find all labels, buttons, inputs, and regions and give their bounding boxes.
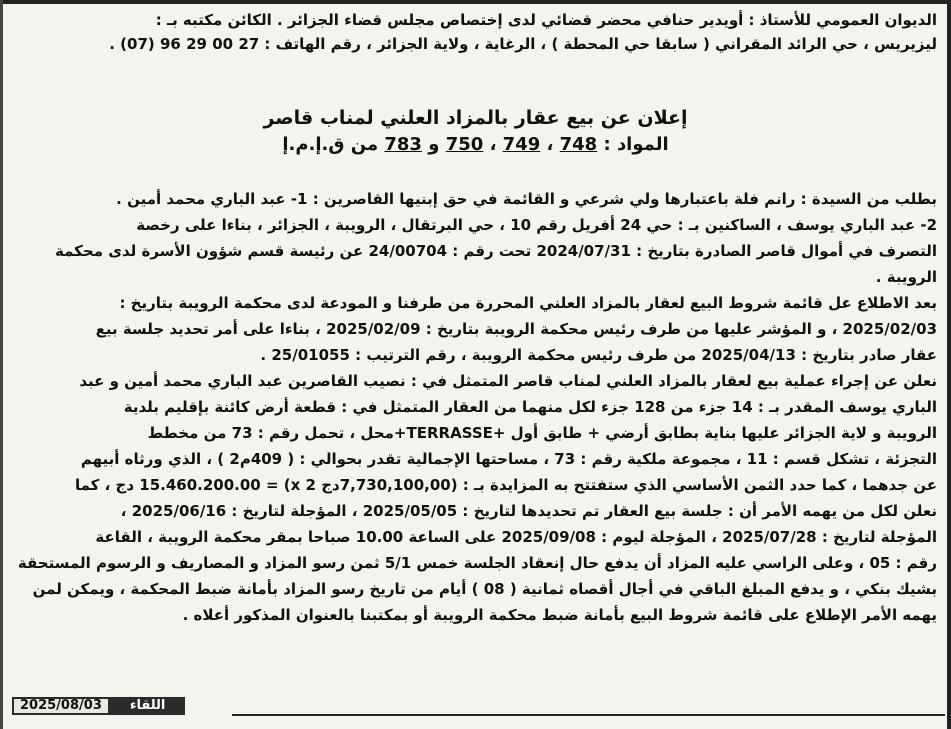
body-line: التصرف في أموال قاصر الصادرة بتاريخ : 2024/07/31 تحت رقم : 24/00704 عن رئيسة قسم شؤون الأسرة لدى محكمة — [55, 242, 937, 260]
bottom-rule — [232, 714, 945, 716]
article-number: 750 — [445, 134, 484, 155]
body-line: رقم : 05 ، وعلى الراسي عليه المزاد أن يدفع حال إنعقاد الجلسة خمس 5/1 ثمن رسو المزاد و المصاريف و الرسوم المستحقة — [17, 554, 937, 572]
announcement-body — [14, 186, 937, 628]
body-line: التجزئة ، تشكل قسم : 11 ، مجموعة ملكية رقم : 73 ، مساحتها الإجمالية تقدر بحوالي : ( 409م2 ) ، الذي ورثاه أبيهم — [80, 450, 937, 468]
body-line: عن جدهما ، كما حدد الثمن الأساسي الذي ستفتتح به المزايدة بـ : (7,730,100,00دج x 2) = 15.460.200.00 دج ، كما — [74, 476, 937, 494]
title-articles: المواد : 748 ، 749 ، 750 و 783 من ق.إ.م.إ — [282, 134, 669, 155]
article-number: 748 — [559, 134, 598, 155]
body-line: الرويبة . — [875, 268, 937, 286]
source-dateline — [8, 697, 185, 715]
body-line: بعد الاطلاع عل قائمة شروط البيع لعقار بالمزاد العلني المحررة من طرفنا و المودعة لدى محكمة الرويبة بتاريخ : — [119, 294, 937, 312]
body-line: 2- عبد الباري يوسف ، الساكنين بـ : حي 24 أفريل رقم 10 ، حي البرتقال ، الرويبة ، الجزائر ، بناءا على رخصة — [136, 216, 937, 234]
body-line: عقار صادر بتاريخ : 2025/04/13 من طرف رئيس محكمة الرويبة ، رقم الترتيب : 25/01055 . — [260, 346, 937, 364]
office-header — [14, 8, 937, 56]
newspaper-name: اللقاء — [110, 697, 186, 715]
body-line: الباري يوسف المقدر بـ : 14 جزء من 128 جزء لكل منهما من العقار المتمثل في : قطعة أرض كائنة بإقليم بلدية — [123, 398, 937, 416]
article-number: 783 — [384, 134, 422, 155]
body-line: بطلب من السيدة : رانم فلة باعتبارها ولي شرعي و القائمة في حق إبنيها القاصرين : 1- عبد الباري محمد أمين . — [116, 190, 937, 208]
body-line: بشيك بنكي ، و يدفع المبلغ الباقي في أجال أقصاه ثمانية ( 08 ) أيام من تاريخ رسو المزاد بأمانة ضبط المحكمة ، ويمكن لمن — [32, 580, 937, 598]
title-main: إعلان عن بيع عقار بالمزاد العلني لمناب قاصر — [263, 107, 688, 129]
header-line: ليزيريس ، حي الرائد المقراني ( سابقا حي المحطة ) ، الرغاية ، ولاية الجزائر ، رقم الهاتف : 27 00 29 96 (07) . — [109, 35, 937, 53]
top-border — [0, 0, 951, 4]
article-number: 749 — [502, 134, 541, 155]
body-line: نعلن عن إجراء عملية بيع لعقار بالمزاد العلني لمناب قاصر المتمثل في : نصيب القاصرين عبد الباري محمد أمين و عبد — [79, 372, 937, 390]
body-line: نعلن لكل من يهمه الأمر أن : جلسة بيع العقار تم تحديدها لتاريخ : 2025/05/05 ، المؤجلة لتاريخ : 2025/06/16 ، — [120, 502, 937, 520]
body-line: يهمه الأمر الإطلاع على قائمة شروط البيع بأمانة ضبط محكمة الرويبة أو بمكتبنا بالعنوان المذكور أعلاه . — [182, 606, 937, 624]
body-line: المؤجلة لتاريخ : 2025/07/28 ، المؤجلة ليوم : 2025/09/08 على الساعة 10.00 صباحا بمقر محكمة الرويبة ، القاعة — [95, 528, 937, 546]
body-line: 2025/02/03 ، و المؤشر عليها من طرف رئيس محكمة الرويبة بتاريخ : 2025/02/09 ، بناءا على أمر تحديد جلسة بيع — [95, 320, 937, 338]
publication-date: 2025/08/03 — [12, 697, 110, 715]
announcement-title — [0, 104, 951, 158]
body-line: الرويبة و لاية الجزائر عليها بناية بطابق أرضي + طابق أول +TERRASSE+محل ، تحمل رقم : 73 من مخطط — [147, 424, 937, 442]
header-line: الديوان العمومي للأستاذ : أويدير حنافي محضر قضائي لدى إختصاص مجلس قضاء الجزائر . الكائن مكتبه بـ : — [155, 11, 937, 29]
